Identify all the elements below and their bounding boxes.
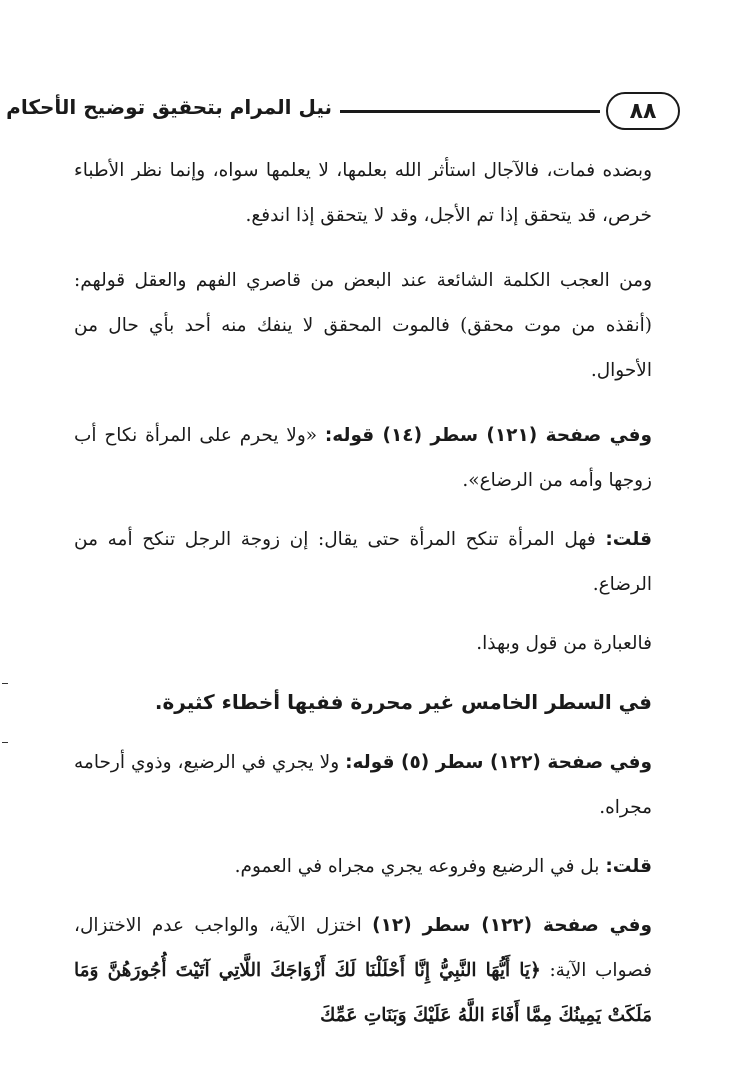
paragraph-4-text: فهل المرأة تنكح المرأة حتى يقال: إن زوجة الرجل تنكح أمه من الرضاع.: [74, 529, 652, 595]
paragraph-9-text: اختزل الآية، والواجب عدم الاختزال، فصواب الآية:: [74, 915, 653, 981]
paragraph-2-text: ومن العجب الكلمة الشائعة عند البعض من قاصري الفهم والعقل قولهم: (أنقذه من موت محقق) فالموت المحقق لا ينفك منه أحد بأي حال من الأحوال.: [74, 270, 652, 381]
paragraph-8-lead: قلت:: [605, 856, 652, 877]
paragraph-9-lead: وفي صفحة (١٢٢) سطر (١٢): [372, 915, 652, 936]
paragraph-3-lead: وفي صفحة (١٢١) سطر (١٤) قوله:: [324, 425, 652, 446]
paragraph-1-text: وبضده فمات، فالآجال استأثر الله بعلمها، لا يعلمها سواه، وإنما نظر الأطباء خرص، قد يتحقق إذا تم الأجل، وقد لا يتحقق إذا اندفع.: [74, 160, 652, 226]
paragraph-9: [74, 903, 652, 1038]
paragraph-3: [74, 413, 652, 503]
running-header: [6, 88, 680, 138]
paragraph-6-text: في السطر الخامس غير محررة ففيها أخطاء كثيرة.: [154, 690, 652, 714]
book-title: نيل المرام بتحقيق توضيح الأحكام: [6, 95, 332, 119]
paragraph-7-lead: وفي صفحة (١٢٢) سطر (٥) قوله:: [345, 752, 653, 773]
paragraph-6: [74, 680, 652, 726]
paragraph-5-text: فالعبارة من قول وبهذا.: [476, 633, 652, 654]
paragraph-1: [74, 148, 652, 238]
paragraph-4: [74, 517, 652, 607]
paragraph-7: [74, 740, 652, 830]
paragraph-7-text: ولا يجري في الرضيع، وذوي أرحامه مجراه.: [74, 752, 652, 818]
paragraph-8: [74, 844, 652, 889]
header-rule: [340, 110, 600, 113]
paragraph-3-text: «ولا يحرم على المرأة نكاح أب زوجها وأمه من الرضاع».: [74, 425, 652, 491]
paragraph-5: [74, 621, 652, 666]
paragraph-2: [74, 258, 652, 393]
margin-mark: [2, 683, 8, 684]
quran-verse: ﴿يَا أَيُّهَا النَّبِيُّ إِنَّا أَحْلَلْنَا لَكَ أَزْوَاجَكَ اللَّاتِي آتَيْتَ أُجُورَهُنَّ وَمَا مَلَكَتْ يَمِينُكَ مِمَّا أَفَاءَ اللَّهُ عَلَيْكَ وَبَنَاتِ عَمِّكَ: [74, 960, 652, 1026]
page-body: [74, 148, 652, 1038]
margin-mark: [2, 742, 8, 743]
paragraph-8-text: بل في الرضيع وفروعه يجري مجراه في العموم.: [234, 856, 600, 877]
page-number: ٨٨: [606, 92, 680, 130]
paragraph-4-lead: قلت:: [605, 529, 652, 550]
